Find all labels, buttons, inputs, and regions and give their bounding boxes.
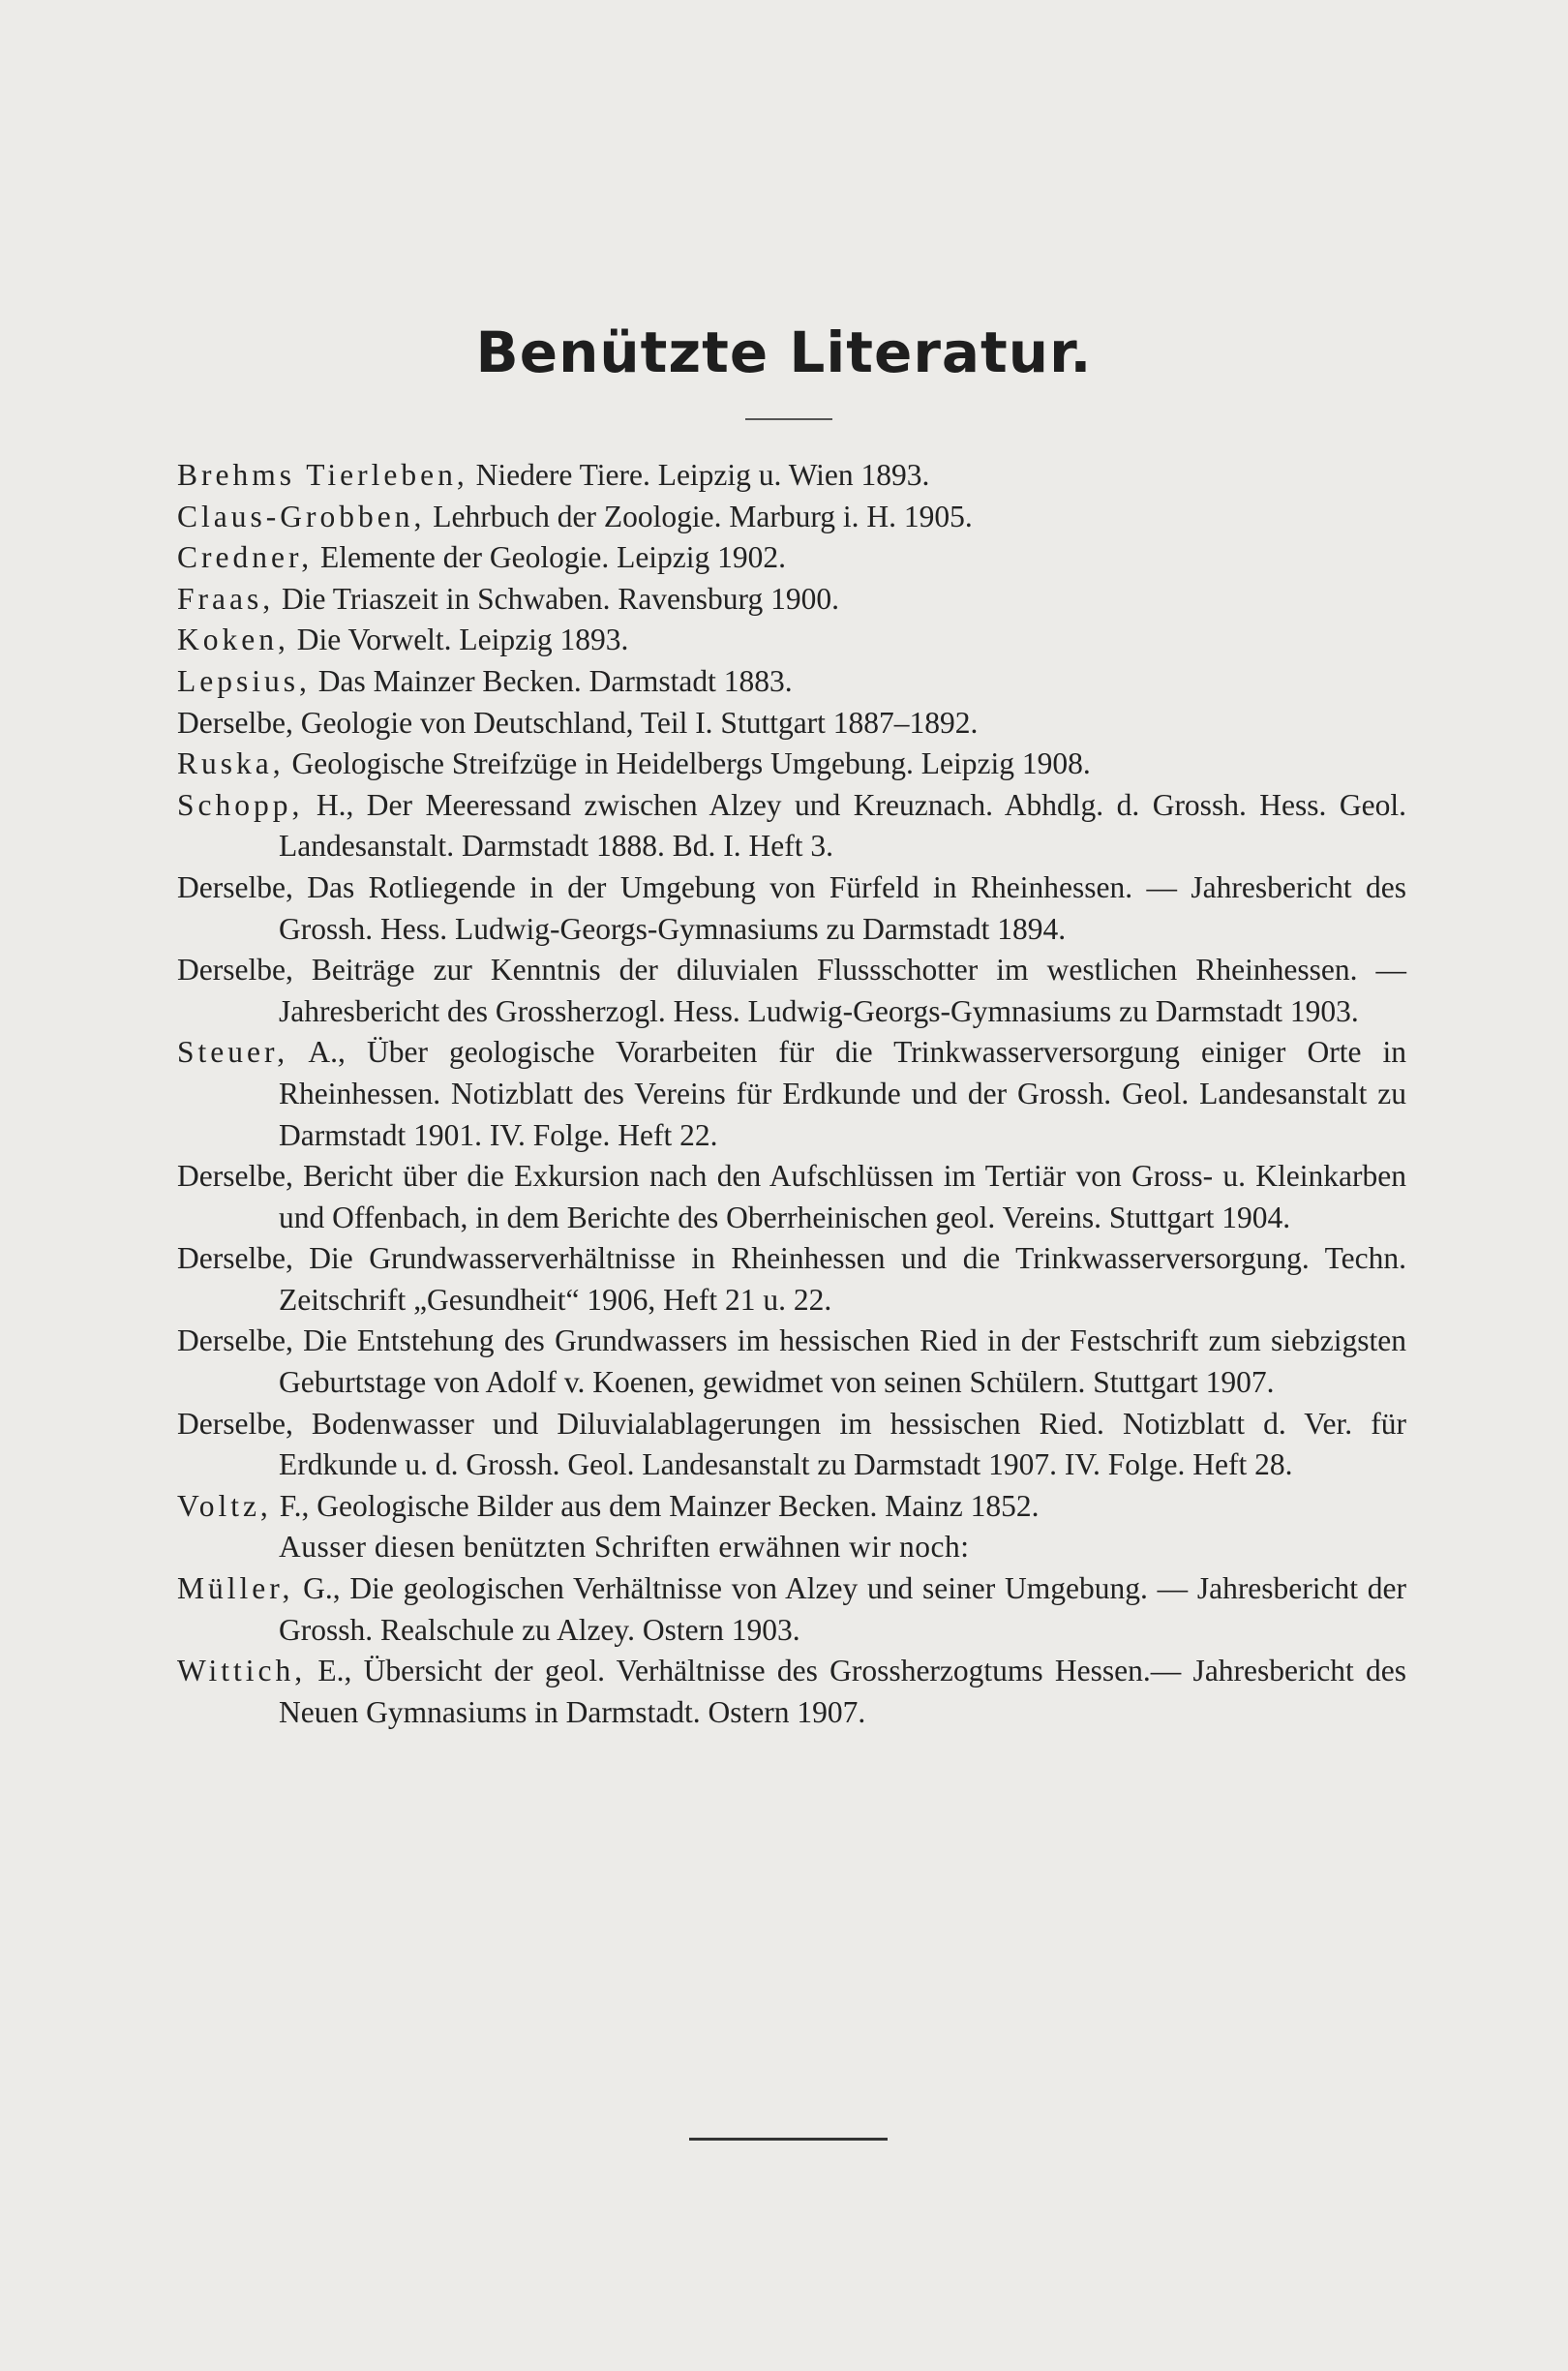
- entry-text: Das Mainzer Becken. Darmstadt 1883.: [310, 663, 793, 698]
- bibliography-entry: [177, 620, 1406, 661]
- entry-author: Lepsius,: [177, 663, 311, 698]
- entry-text: Lehrbuch der Zoologie. Marburg i. H. 1905.: [425, 499, 973, 533]
- entry-author: Voltz,: [177, 1488, 272, 1523]
- entry-author: Brehms Tierleben,: [177, 458, 468, 492]
- entry-text: Geologische Streifzüge in Heidelbergs Umgebung. Leipzig 1908.: [284, 746, 1091, 781]
- entry-author: Koken,: [177, 623, 289, 657]
- entry-text: H., Der Meeressand zwischen Alzey und Kreuznach. Abhdlg. d. Grossh. Hess. Geol. Landesanstalt. Darmstadt 1888. Bd. I. Heft 3.: [279, 787, 1406, 864]
- bibliography-entry: [177, 1486, 1406, 1528]
- entry-author: Wittich,: [177, 1654, 307, 1688]
- title-rule: [745, 418, 832, 420]
- bibliography-list: [177, 455, 1406, 1733]
- bibliography-entry: [177, 1321, 1406, 1403]
- entry-text: Derselbe, Bodenwasser und Diluvialablagerungen im hessischen Ried. Notizblatt d. Ver. für Erdkunde u. d. Grossh. Geol. Landesanstalt zu Darmstadt 1907. IV. Folge. Heft 28.: [177, 1406, 1406, 1482]
- bibliography-entry: [177, 1156, 1406, 1238]
- entry-author: Steuer,: [177, 1035, 289, 1070]
- bibliography-entry: [177, 867, 1406, 950]
- entry-author: Fraas,: [177, 581, 275, 616]
- additional-works-note: Ausser diesen benützten Schriften erwähnen wir noch:: [279, 1530, 970, 1565]
- entry-author: Müller,: [177, 1571, 294, 1606]
- bibliography-entry: [177, 455, 1406, 497]
- entry-text: A., Über geologische Vorarbeiten für die Trinkwasserversorgung einiger Orte in Rheinhessen. Notizblatt des Vereins für Erdkunde und der Grossh. Geol. Landesanstalt zu Darmstadt 1901. IV. Folge. Heft 22.: [279, 1035, 1406, 1152]
- bibliography-entry: [177, 579, 1406, 621]
- entry-text: Derselbe, Geologie von Deutschland, Teil I. Stuttgart 1887–1892.: [177, 705, 979, 740]
- closing-rule: [689, 2138, 888, 2141]
- entry-author: Schopp,: [177, 787, 304, 822]
- bibliography-entry: [177, 661, 1406, 703]
- entry-text: Derselbe, Das Rotliegende in der Umgebung von Fürfeld in Rheinhessen. — Jahresbericht des Grossh. Hess. Ludwig-Georgs-Gymnasiums zu Darmstadt 1894.: [177, 869, 1406, 946]
- entry-text: E., Übersicht der geol. Verhältnisse des Grossherzogtums Hessen.— Jahresbericht des Neuen Gymnasiums in Darmstadt. Ostern 1907.: [279, 1654, 1406, 1729]
- entry-text: Derselbe, Bericht über die Exkursion nach den Aufschlüssen im Tertiär von Gross- u. Kleinkarben und Offenbach, in dem Berichte des Oberrheinischen geol. Vereins. Stuttgart 1904.: [177, 1159, 1406, 1234]
- entry-text: Die Vorwelt. Leipzig 1893.: [288, 623, 629, 657]
- entry-text: F., Geologische Bilder aus dem Mainzer Becken. Mainz 1852.: [271, 1488, 1040, 1523]
- bibliography-entry: [177, 1032, 1406, 1156]
- bibliography-entry: [177, 497, 1406, 538]
- bibliography-entry: [177, 950, 1406, 1032]
- entry-text: Niedere Tiere. Leipzig u. Wien 1893.: [467, 458, 930, 492]
- entry-text: G., Die geologischen Verhältnisse von Alzey und seiner Umgebung. — Jahresbericht der Grossh. Realschule zu Alzey. Ostern 1903.: [279, 1571, 1406, 1647]
- bibliography-entry: [177, 703, 1406, 745]
- bibliography-entry: [177, 1238, 1406, 1321]
- bibliography-entry: [177, 1568, 1406, 1651]
- entry-author: Ruska,: [177, 746, 285, 781]
- entry-author: Credner,: [177, 540, 314, 575]
- entry-text: Derselbe, Die Grundwasserverhältnisse in Rheinhessen und die Trinkwasserversorgung. Techn. Zeitschrift „Gesundheit“ 1906, Heft 21 u. 22.: [177, 1241, 1406, 1317]
- entry-author: Claus-Grobben,: [177, 499, 426, 533]
- entry-text: Derselbe, Beiträge zur Kenntnis der diluvialen Flussschotter im westlichen Rheinhessen. — Jahresbericht des Grossherzogl. Hess. Ludwig-Georgs-Gymnasiums zu Darmstadt 1903.: [177, 953, 1406, 1028]
- bibliography-entry: [177, 537, 1406, 579]
- entry-text: Die Triaszeit in Schwaben. Ravensburg 1900.: [274, 581, 839, 616]
- entry-text: Derselbe, Die Entstehung des Grundwassers im hessischen Ried in der Festschrift zum siebzigsten Geburtstage von Adolf v. Koenen, gewidmet von seinen Schülern. Stuttgart 1907.: [177, 1323, 1406, 1400]
- entry-text: Elemente der Geologie. Leipzig 1902.: [313, 540, 787, 575]
- bibliography-entry: [177, 1651, 1406, 1733]
- page-title: Benützte Literatur.: [475, 319, 1093, 385]
- bibliography-entry: [177, 785, 1406, 867]
- bibliography-entry: [177, 1404, 1406, 1486]
- bibliography-entry: [177, 744, 1406, 785]
